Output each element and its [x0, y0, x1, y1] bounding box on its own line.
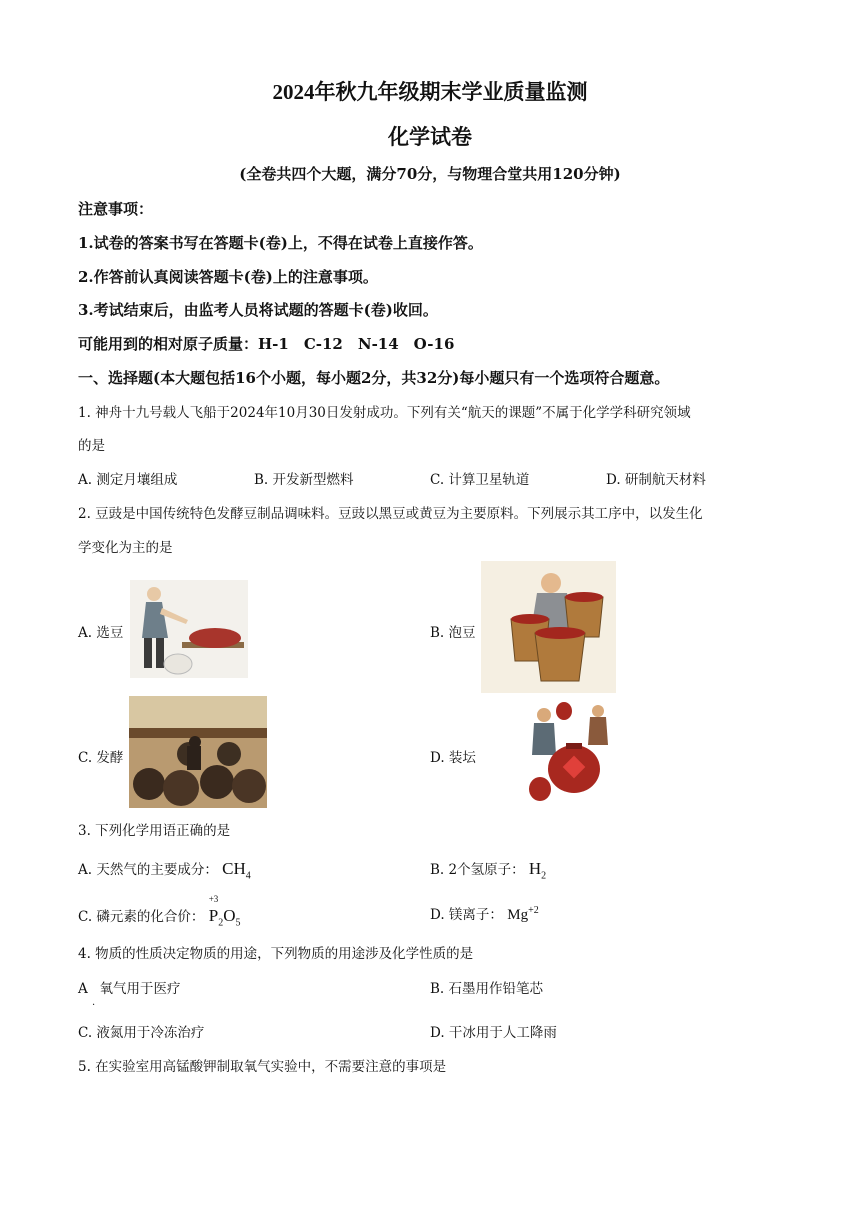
q3-c-o: O — [223, 906, 236, 925]
atomic-mass-line: 可能用到的相对原子质量：H-1 C-12 N-14 O-16 — [78, 335, 455, 353]
q3-c-p-sub: 2 — [218, 917, 224, 929]
q4-option-a — [78, 977, 181, 1008]
q3-d-formula-main: Mg — [507, 907, 529, 923]
q2-image-ferment — [129, 696, 267, 808]
note-item-2: 2.作答前认真阅读答题卡(卷)上的注意事项。 — [78, 268, 378, 286]
q3-option-d-text: D. 镁离子： — [430, 907, 503, 923]
q4-stem: 4. 物质的性质决定物质的用途，下列物质的用途涉及化学性质的是 — [78, 946, 474, 962]
q3-d-formula-sup: +2 — [528, 905, 539, 916]
note-item-1: 1.试卷的答案书写在答题卡(卷)上，不得在试卷上直接作答。 — [78, 234, 483, 252]
section1-heading: 一、选择题(本大题包括16个小题，每小题2分，共32分)每小题只有一个选项符合题意。 — [78, 369, 670, 387]
q3-option-d — [430, 903, 539, 924]
q3-b-formula-sub: 2 — [541, 870, 547, 882]
q1-option-c: C. 计算卫星轨道 — [430, 472, 530, 488]
q2-option-c: C. 发酵 — [78, 750, 124, 766]
q3-c-p: P — [208, 906, 219, 925]
exam-info: (全卷共四个大题，满分70分，与物理合堂共用120分钟) — [239, 165, 621, 183]
q3-a-formula-main: CH — [222, 859, 246, 878]
q2-stem-line2: 学变化为主的是 — [78, 540, 173, 556]
notes-heading: 注意事项： — [78, 200, 154, 218]
subject-title: 化学试卷 — [388, 125, 472, 149]
q5-stem: 5. 在实验室用高锰酸钾制取氧气实验中，不需要注意的事项是 — [78, 1059, 447, 1075]
q3-option-c-formula — [208, 894, 241, 929]
q3-stem: 3. 下列化学用语正确的是 — [78, 823, 231, 839]
q3-a-formula-sub: 4 — [245, 870, 251, 882]
q3-option-c-text: C. 磷元素的化合价： — [78, 909, 205, 925]
q2-option-a: A. 选豆 — [78, 625, 124, 641]
q4-option-c: C. 液氮用于冷冻治疗 — [78, 1025, 205, 1041]
q3-c-valence: +3 — [208, 894, 219, 904]
q2-image-soak-beans — [481, 561, 616, 693]
q3-option-d-formula — [507, 907, 538, 923]
q2-image-jar-packing — [526, 697, 612, 807]
q4-option-d: D. 干冰用于人工降雨 — [430, 1025, 557, 1041]
q4-option-a-dot: . — [92, 997, 96, 1008]
q3-option-b-formula — [528, 859, 547, 882]
q1-stem-line1: 1. 神舟十九号载人飞船于2024年10月30日发射成功。下列有关“航天的课题”不属于化学学科研究领域 — [78, 405, 691, 421]
q1-option-b: B. 开发新型燃料 — [254, 472, 354, 488]
q1-stem-line2: 的是 — [78, 438, 105, 454]
q2-option-b: B. 泡豆 — [430, 625, 476, 641]
q3-option-a — [78, 858, 251, 881]
q3-option-b — [430, 858, 546, 881]
q1-option-d: D. 研制航天材料 — [606, 472, 706, 488]
q3-option-a-formula — [222, 859, 251, 882]
note-item-3: 3.考试结束后，由监考人员将试题的答题卡(卷)收回。 — [78, 301, 438, 319]
q3-option-b-text: B. 2个氢原子： — [430, 862, 525, 878]
q4-option-a-label: A — [78, 981, 88, 997]
q3-option-a-text: A. 天然气的主要成分： — [78, 862, 218, 878]
q2-image-select-beans — [130, 580, 248, 678]
exam-title: 2024年秋九年级期末学业质量监测 — [272, 80, 588, 104]
q3-option-c — [78, 894, 241, 929]
q4-option-b: B. 石墨用作铅笔芯 — [430, 981, 544, 997]
q3-c-o-sub: 5 — [235, 917, 241, 929]
q2-stem-line1: 2. 豆豉是中国传统特色发酵豆制品调味料。豆豉以黑豆或黄豆为主要原料。下列展示其工序中，以发生化 — [78, 506, 703, 522]
q3-b-formula-main: H — [528, 859, 542, 878]
q2-option-d: D. 装坛 — [430, 750, 476, 766]
q4-option-a-text: 氧气用于医疗 — [99, 981, 181, 997]
q1-option-a: A. 测定月壤组成 — [78, 472, 178, 488]
